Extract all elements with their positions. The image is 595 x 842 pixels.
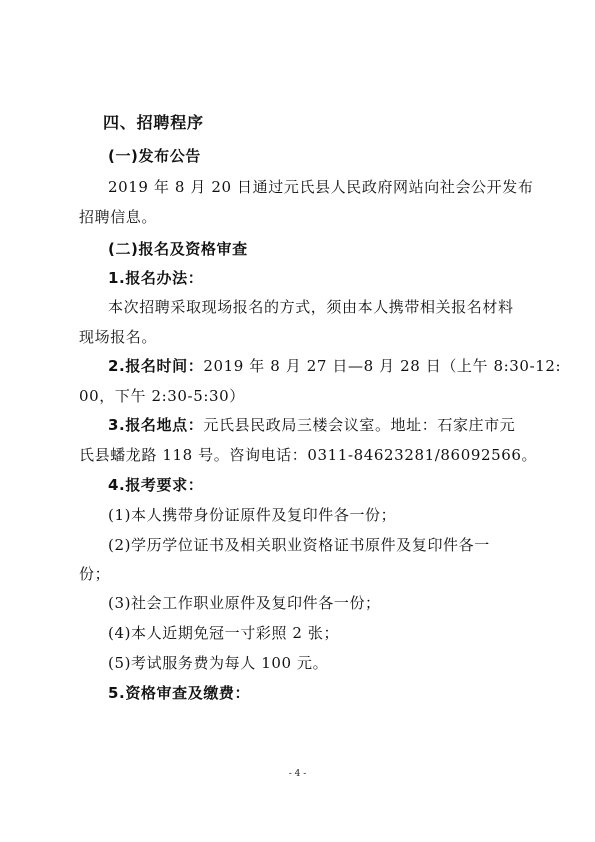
item-label-location: 3.报名地点： xyxy=(108,416,204,434)
item-label-time: 2.报名时间： xyxy=(108,357,204,375)
paragraph-line: 本次招聘采取现场报名的方式，须由本人携带相关报名材料 xyxy=(108,298,514,316)
paragraph-line: 2019 年 8 月 20 日通过元氏县人民政府网站向社会公开发布 xyxy=(108,178,534,196)
paragraph-line: 氏县蟠龙路 118 号。咨询电话：0311-84623281/86092566。 xyxy=(79,446,538,464)
subsection-title-announcement: (一)发布公告 xyxy=(108,147,201,165)
paragraph-line: 招聘信息。 xyxy=(79,208,158,226)
requirement-item: (2)学历学位证书及相关职业资格证书原件及复印件各一 xyxy=(108,536,490,554)
paragraph-line: 份； xyxy=(79,565,111,583)
item-title-method: 1.报名办法： xyxy=(108,269,204,287)
item-title-requirements: 4.报考要求： xyxy=(108,476,204,494)
item-location-text: 元氏县民政局三楼会议室。地址：石家庄市元 xyxy=(203,416,516,434)
requirement-item: (3)社会工作职业原件及复印件各一份； xyxy=(108,594,381,612)
item-time-line xyxy=(108,356,561,376)
item-time-text: 2019 年 8 月 27 日—8 月 28 日（上午 8:30-12: xyxy=(203,357,562,375)
item-location-line xyxy=(108,415,515,435)
paragraph-line: 现场报名。 xyxy=(79,328,158,346)
section-title: 四、招聘程序 xyxy=(103,113,204,132)
requirement-item: (5)考试服务费为每人 100 元。 xyxy=(108,654,329,672)
page-number: - 4 - xyxy=(288,769,307,779)
requirement-item: (4)本人近期免冠一寸彩照 2 张； xyxy=(108,624,340,642)
paragraph-line: 00，下午 2:30-5:30） xyxy=(79,387,245,405)
item-title-review-payment: 5.资格审查及缴费： xyxy=(108,684,251,702)
requirement-item: (1)本人携带身份证原件及复印件各一份； xyxy=(108,506,397,524)
subsection-title-registration: (二)报名及资格审查 xyxy=(108,240,248,258)
